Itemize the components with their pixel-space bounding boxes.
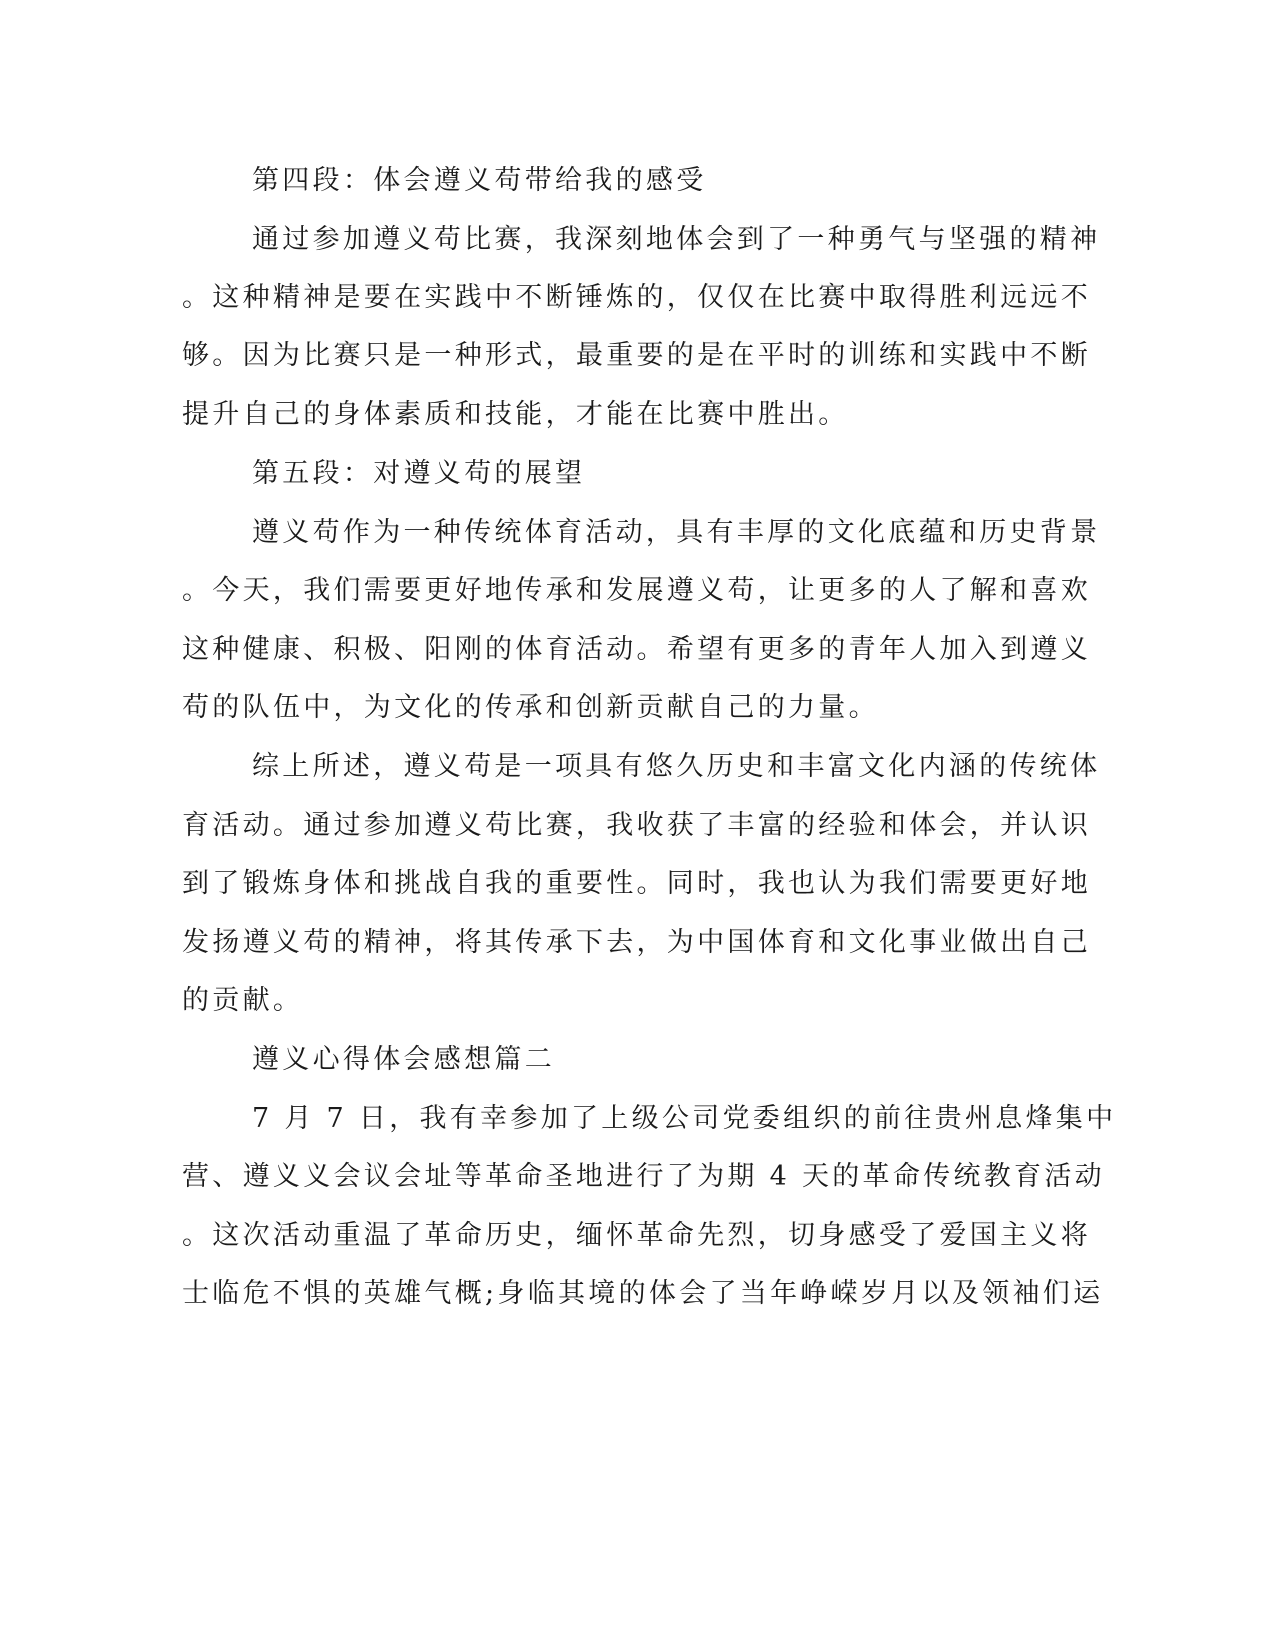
paragraph-line: 的贡献。 — [182, 985, 304, 1016]
paragraph-line: 遵义苟作为一种传统体育活动，具有丰厚的文化底蕴和历史背景 — [252, 517, 1101, 548]
article-subtitle: 遵义心得体会感想篇二 — [252, 1044, 555, 1075]
paragraph-line: 够。因为比赛只是一种形式，最重要的是在平时的训练和实践中不断 — [182, 340, 1091, 371]
paragraph-line: 。这次活动重温了革命历史，缅怀革命先烈，切身感受了爱国主义将 — [182, 1220, 1091, 1251]
paragraph-line: 通过参加遵义苟比赛，我深刻地体会到了一种勇气与坚强的精神 — [252, 224, 1101, 255]
paragraph-line: 发扬遵义苟的精神，将其传承下去，为中国体育和文化事业做出自己 — [182, 927, 1091, 958]
paragraph-line: 。今天，我们需要更好地传承和发展遵义苟，让更多的人了解和喜欢 — [182, 575, 1091, 606]
section-heading-4: 第四段：体会遵义苟带给我的感受 — [252, 165, 707, 196]
section-heading-5: 第五段：对遵义苟的展望 — [252, 458, 586, 489]
paragraph-line: 士临危不惧的英雄气概;身临其境的体会了当年峥嵘岁月以及领袖们运 — [182, 1278, 1104, 1309]
paragraph-line: 营、遵义义会议会址等革命圣地进行了为期 4 天的革命传统教育活动 — [182, 1161, 1105, 1192]
paragraph-line: 综上所述，遵义苟是一项具有悠久历史和丰富文化内涵的传统体 — [252, 751, 1101, 782]
paragraph-line: 这种健康、积极、阳刚的体育活动。希望有更多的青年人加入到遵义 — [182, 634, 1091, 665]
paragraph-line: 育活动。通过参加遵义苟比赛，我收获了丰富的经验和体会，并认识 — [182, 810, 1091, 841]
paragraph-line: 提升自己的身体素质和技能，才能在比赛中胜出。 — [182, 399, 849, 430]
paragraph-line: 苟的队伍中，为文化的传承和创新贡献自己的力量。 — [182, 692, 879, 723]
paragraph-line: 到了锻炼身体和挑战自我的重要性。同时，我也认为我们需要更好地 — [182, 868, 1091, 899]
paragraph-line: 。这种精神是要在实践中不断锤炼的，仅仅在比赛中取得胜利远远不 — [182, 282, 1091, 313]
paragraph-line: 7 月 7 日，我有幸参加了上级公司党委组织的前往贵州息烽集中 — [252, 1103, 1117, 1134]
